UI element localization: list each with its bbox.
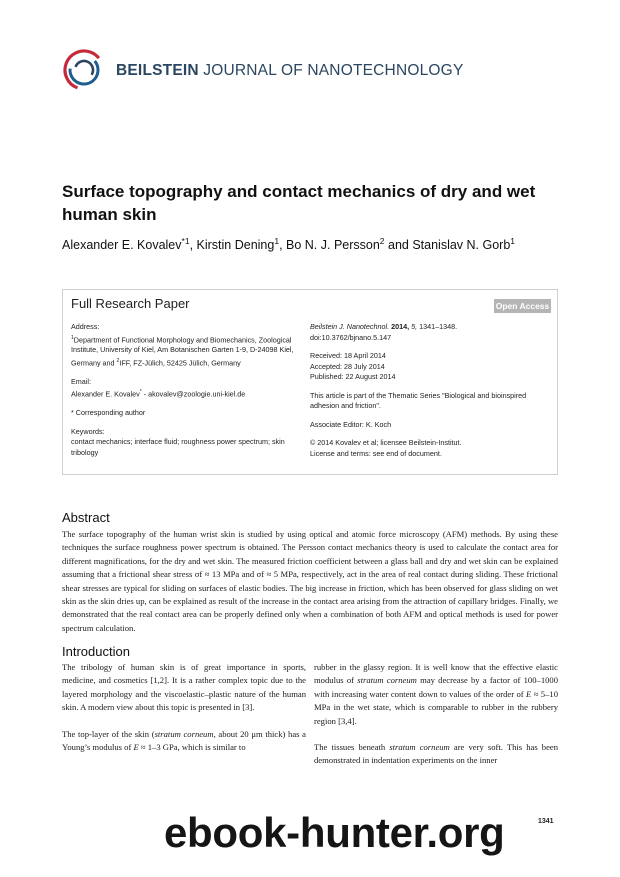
address-label: Address: bbox=[71, 322, 100, 331]
journal-name bbox=[116, 62, 463, 80]
corresponding-author: * Corresponding author bbox=[71, 408, 146, 418]
author-name: , Bo N. J. Persson bbox=[279, 238, 380, 253]
email-text[interactable] bbox=[71, 387, 301, 400]
email-block bbox=[71, 377, 301, 400]
watermark: ebook-hunter.org bbox=[164, 809, 505, 856]
text-run: ≈ 1–3 GPa, which is similar to bbox=[138, 742, 246, 753]
journal-logo-icon bbox=[62, 48, 106, 92]
citation-year: 2014, bbox=[389, 322, 410, 331]
keywords-label: Keywords: bbox=[71, 426, 105, 436]
text-run-italic: E bbox=[133, 742, 139, 753]
license[interactable]: License and terms: see end of document. bbox=[310, 448, 442, 458]
paragraph bbox=[62, 728, 306, 755]
paragraph bbox=[314, 661, 558, 728]
author-affiliation: 2 bbox=[379, 236, 385, 246]
open-access-badge: Open Access bbox=[495, 301, 550, 311]
keywords-block bbox=[71, 427, 301, 459]
author-affiliation: 1 bbox=[510, 236, 516, 246]
introduction-heading: Introduction bbox=[62, 644, 130, 659]
copyright-block bbox=[310, 438, 550, 459]
email-label: Email: bbox=[71, 376, 91, 386]
text-run-italic: stratum corneum bbox=[154, 728, 214, 739]
citation-pages: 1341–1348. bbox=[417, 322, 458, 331]
author-list bbox=[62, 236, 582, 252]
published-date: Published: 22 August 2014 bbox=[310, 372, 396, 381]
text-run: The tissues beneath bbox=[314, 742, 390, 753]
body-column-right bbox=[314, 661, 558, 781]
corresponding-mark: * bbox=[139, 389, 142, 396]
text-run: The top-layer of the skin ( bbox=[62, 728, 155, 739]
address-1: Department of Functional Morphology and Biomechanics, Zoological Institute, University of Kiel, Am Botanischen Garten 1-9, D-24098 Kiel, Germany and bbox=[71, 334, 294, 368]
body-column-left bbox=[62, 661, 306, 767]
affiliation-mark: 2 bbox=[116, 357, 120, 364]
address-block bbox=[71, 322, 301, 369]
author-name: Alexander E. Kovalev bbox=[62, 238, 182, 253]
info-right-column bbox=[310, 322, 550, 459]
address-text bbox=[71, 333, 301, 369]
paragraph bbox=[314, 741, 558, 768]
associate-editor: Associate Editor: K. Koch bbox=[310, 419, 392, 429]
abstract-heading: Abstract bbox=[62, 510, 110, 525]
affiliation-mark: 1 bbox=[71, 334, 74, 341]
abstract-text: The surface topography of the human wrist skin is studied by using optical and atomic force microscopy (AFM) methods. By using these techniques the surface roughness power spectrum is obtained. The Persson contact mechanics theory is used to calculate the contact area for different magnifications, for the dry and wet skin. The measured friction coefficient between a glass ball and dry and wet skin can be explained assuming that a frictional shear stress σf ≈ 13 MPa and σf ≈ 5 MPa, respectively, act in the area of real contact during sliding. These frictional shear stresses are typical for sliding on surfaces of elastic bodies. The big increase in friction, which has been observed for glass sliding on wet skin as the skin dries up, can be explained as result of the increase in the contact area arising from the attraction of capillary bridges. Finally, we demonstrated that the real contact area can be properly defined only when a combination of both AFM and optical methods is used for power spectrum calculation. bbox=[62, 529, 558, 633]
journal-name-bold: BEILSTEIN bbox=[116, 62, 199, 79]
journal-name-rest: JOURNAL OF NANOTECHNOLOGY bbox=[198, 62, 464, 79]
received-date: Received: 18 April 2014 bbox=[310, 351, 386, 360]
text-run: rubber in the glassy region. It is well know that the effective elastic modulus of bbox=[314, 662, 558, 686]
author-affiliation: 1 bbox=[274, 236, 280, 246]
text-run-italic: E bbox=[526, 688, 532, 699]
citation bbox=[310, 322, 550, 333]
citation-journal: Beilstein J. Nanotechnol. bbox=[310, 322, 390, 331]
paragraph: The tribology of human skin is of great importance in sports, medicine, and cosmetics [1,2]. It is a rather complex topic due to the layered morphology and the viscoelastic–plastic nature of the human skin. A modern view about this topic is presented in [3]. bbox=[62, 662, 306, 713]
email-name: Alexander E. Kovalev bbox=[71, 389, 140, 399]
email-address[interactable]: - akovalev@zoologie.uni-kiel.de bbox=[141, 389, 246, 399]
citation-block bbox=[310, 322, 550, 343]
text-run: ≈ 5–10 MPa in the wet state, which is comparable to rubber in the rubbery region [3,4]. bbox=[314, 688, 558, 726]
thematic-series[interactable]: This article is part of the Thematic Series "Biological and bioinspired adhesion and friction". bbox=[310, 390, 527, 410]
author-name: , Kirstin Dening bbox=[189, 238, 275, 253]
accepted-date: Accepted: 28 July 2014 bbox=[310, 361, 385, 371]
keywords-text: contact mechanics; interface fluid; roughness power spectrum; skin tribology bbox=[71, 437, 285, 457]
text-run: may decrease by a factor of 100–1000 with increasing water content down to values of the order of bbox=[314, 675, 559, 699]
text-run: , about 20 μm thick) has a Young’s modulus of bbox=[62, 728, 306, 753]
text-run: are very soft. This has been demonstrated in indentation experiments on the inner bbox=[314, 742, 559, 766]
text-run-italic: stratum corneum bbox=[389, 742, 450, 753]
paper-type: Full Research Paper bbox=[71, 296, 190, 311]
doi[interactable]: doi:10.3762/bjnano.5.147 bbox=[310, 332, 392, 342]
text-run-italic: stratum corneum bbox=[357, 675, 417, 686]
author-affiliation: *1 bbox=[181, 236, 190, 246]
info-left-column bbox=[71, 322, 301, 466]
article-title: Surface topography and contact mechanics of dry and wet human skin bbox=[62, 182, 536, 224]
copyright: © 2014 Kovalev et al; licensee Beilstein-Institut. bbox=[310, 438, 462, 447]
page-number: 1341 bbox=[538, 818, 554, 825]
citation-volume: 5, bbox=[409, 322, 418, 331]
author-name: and Stanislav N. Gorb bbox=[384, 238, 511, 253]
dates-block bbox=[310, 351, 550, 383]
address-2: IFF, FZ-Jülich, 52425 Jülich, Germany bbox=[119, 358, 241, 368]
